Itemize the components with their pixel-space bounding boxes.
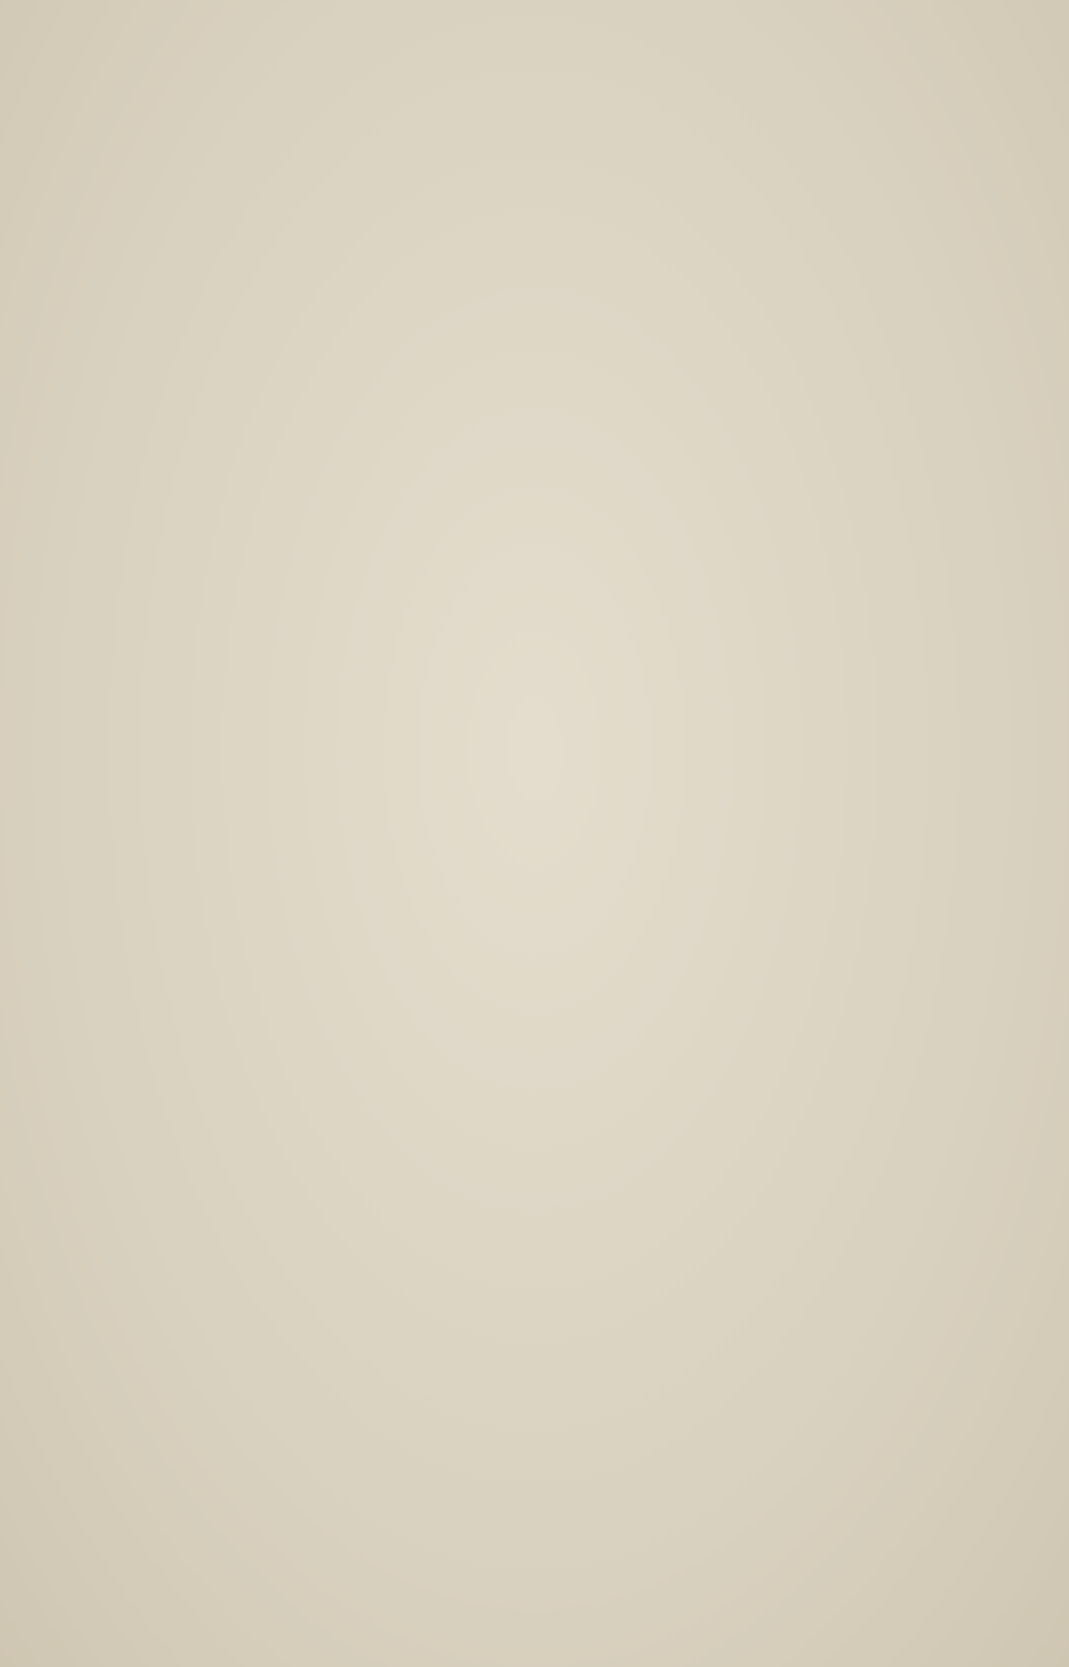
bottom-text-block <box>100 1060 960 1600</box>
running-header <box>50 690 51 1590</box>
top-text-block <box>100 155 960 667</box>
